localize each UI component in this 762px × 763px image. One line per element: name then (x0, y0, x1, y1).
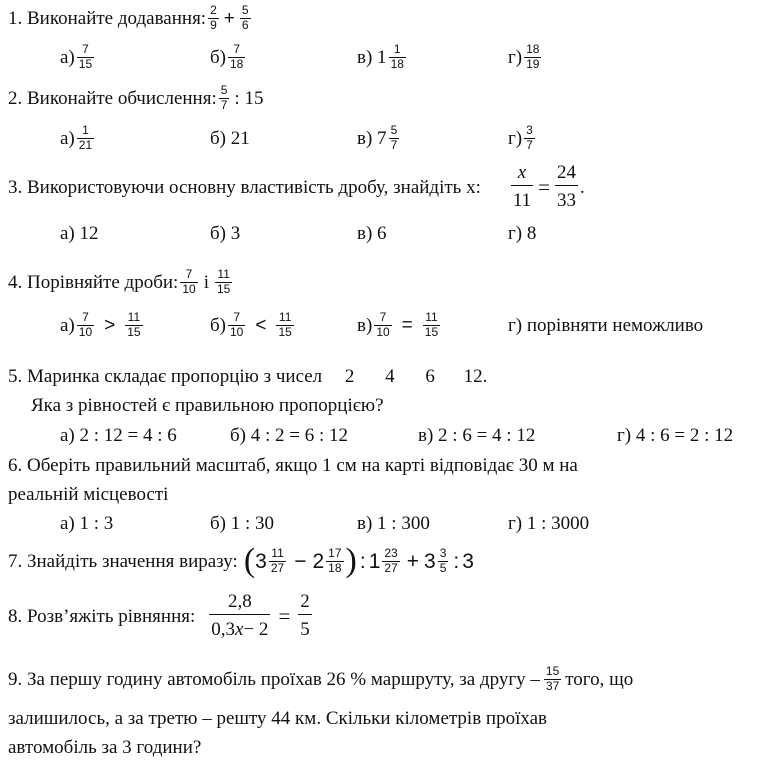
q2-line (8, 80, 263, 116)
q9-line-1: 9. За першу годину автомобіль проїхав 26 % маршруту, за другу – 15 37 того, що (8, 663, 634, 693)
q7-line: 7. Знайдіть значення виразу: ( 3 11 27 − 2 17 18 ) : 1 23 27 + 3 3 5 : 3 (8, 542, 474, 579)
q2-option-c: в) 7 5 7 (357, 122, 398, 152)
q3-option-b: б) 3 (210, 223, 241, 244)
q2-text: 2. Виконайте обчислення: (8, 87, 217, 109)
q9-line-2: залишилось, а за третю – решту 44 км. Скільки кілометрів проїхав (8, 708, 548, 729)
q5-option-c: в) 2 : 6 = 4 : 12 (418, 425, 536, 446)
q2-option-a: а) 1 21 (60, 122, 93, 152)
q1-text: 1. Виконайте додавання: (8, 7, 207, 29)
q5-option-b: б) 4 : 2 = 6 : 12 (230, 425, 349, 446)
q1-option-a: а) 7 15 (60, 41, 93, 71)
q6-line-1: 6. Оберіть правильний масштаб, якщо 1 см на карті відповідає 30 м на (8, 455, 578, 476)
q5-line-1: 5. Маринка складає пропорцію з чисел 2 4 6 12. (8, 366, 488, 387)
q8-fraction: $\frac{2,8}{0,3x- 2}$ (211, 591, 269, 640)
q2-option-d: г) 3 7 (508, 122, 533, 152)
q4-option-d: г) порівняти неможливо (508, 314, 704, 336)
q1-line (8, 0, 253, 36)
q3-option-c: в) 6 (357, 223, 387, 244)
q6-line-2: реальній місцевості (8, 484, 169, 505)
q1-option-b: б) 7 18 (210, 41, 244, 71)
q2-option-b: б) 21 (210, 127, 250, 149)
q8-line: 8. Розв’яжіть рівняння: $\frac{2,8}{0,3x- 2}$ = $\frac{2}{5}$ (8, 591, 310, 640)
q3-fraction: $\frac{24}{33}$ (557, 162, 576, 211)
q3-option-d: г) 8 (508, 223, 537, 244)
q5-option-a: а) 2 : 12 = 4 : 6 (60, 425, 177, 446)
q1-plus: + (223, 7, 235, 29)
q8-text: 8. Розв’яжіть рівняння: (8, 605, 196, 627)
q3-text: 3. Використовуючи основну властивість дробу, знайдіть х: (8, 176, 481, 198)
q7-text: 7. Знайдіть значення виразу: (8, 550, 238, 572)
q8-fraction-2: $\frac{2}{5}$ (300, 591, 310, 640)
q6-option-c: в) 1 : 300 (357, 513, 430, 534)
q6-option-b: б) 1 : 30 (210, 513, 275, 534)
q2-tail: : 15 (234, 87, 264, 109)
q1-fraction-2: $\frac{5}{6}$ (241, 2, 249, 32)
q3-option-a: а) 12 (60, 223, 99, 244)
q6-option-a: а) 1 : 3 (60, 513, 114, 534)
q4-option-b: б) 7 10 < 11 15 (210, 309, 292, 339)
q1-option-c: в) 1 1 18 (357, 41, 404, 71)
q4-fraction-2: 11 15 (216, 266, 231, 296)
q4-option-a: а) 7 10 > 11 15 (60, 309, 141, 339)
q1-option-d: г) 18 19 (508, 41, 540, 71)
q4-fraction-1: 7 10 (182, 266, 196, 296)
q2-fraction: 5 7 (220, 82, 228, 112)
q4-line: 4. Порівняйте дроби: 7 10 і 11 15 (8, 266, 231, 296)
q1-fraction-1: 2 9 (210, 2, 217, 32)
q3-line: 3. Використовуючи основну властивість дробу, знайдіть х: $\frac{x}{11}$ = $\frac{24}{33}$ . (8, 162, 585, 211)
q3-fraction-x: $\frac{x}{11}$ (512, 162, 532, 211)
q5-line-2: Яка з рівностей є правильною пропорцією? (31, 395, 384, 416)
q5-option-d: г) 4 : 6 = 2 : 12 (617, 425, 734, 446)
q4-option-c: в) $\frac{7}{10}$ = $\frac{11}{15}$ (357, 309, 439, 339)
q4-text: 4. Порівняйте дроби: (8, 271, 179, 293)
q6-option-d: г) 1 : 3000 (508, 513, 590, 534)
q9-line-3: автомобіль за 3 години? (8, 737, 202, 758)
